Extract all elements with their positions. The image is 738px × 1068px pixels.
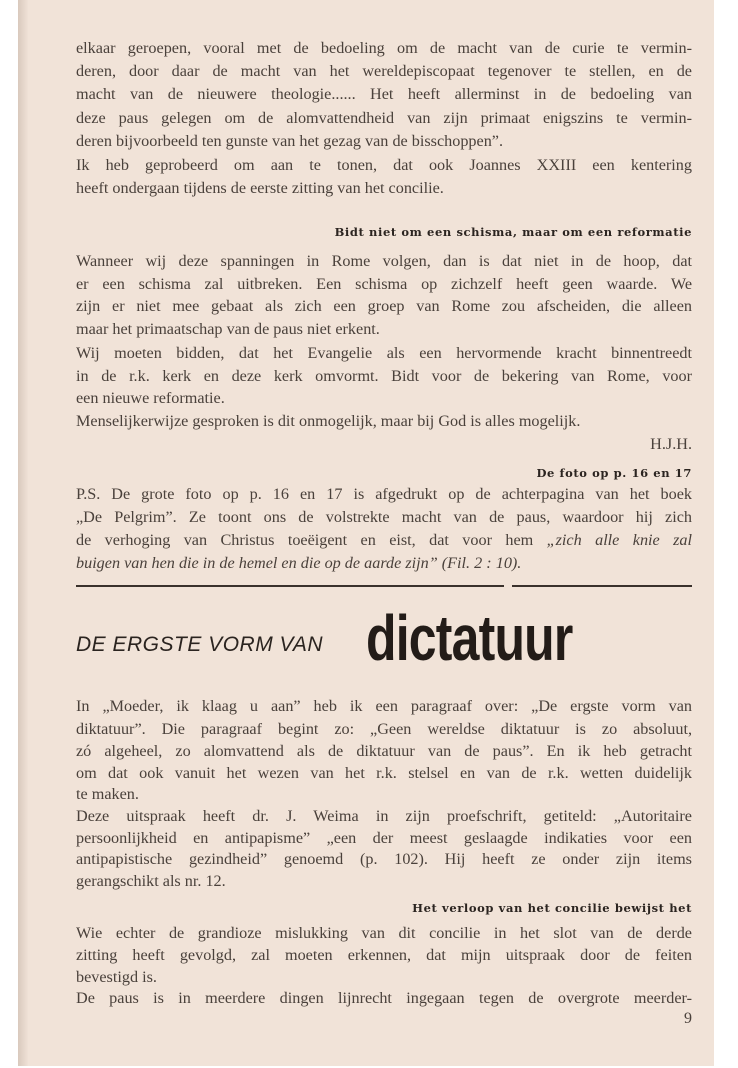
text-line: deren bijvoorbeeld ten gunste van het gezag van de bisschoppen”. bbox=[76, 132, 504, 150]
title-prefix: DE ERGSTE VORM VAN bbox=[76, 633, 324, 656]
text-line: Deze uitspraak heeft dr. J. Weima in zijn proefschrift, getiteld: „Autoritaire bbox=[76, 807, 692, 825]
text-line bbox=[76, 529, 692, 552]
text-line: zijn er niet mee gebaat als zich een groep van Rome zou afscheiden, die alleen bbox=[76, 297, 692, 315]
text-line: P.S. De grote foto op p. 16 en 17 is afgedrukt op de achterpagina van het boek bbox=[76, 485, 692, 503]
text-line: persoonlijkheid en antipapisme” „een der meest geslaagde indikaties voor een bbox=[76, 829, 692, 847]
subheading: De foto op p. 16 en 17 bbox=[536, 466, 692, 480]
text-line: zó algeheel, zo alomvattend als de diktatuur van de paus”. En ik heb getracht bbox=[76, 742, 692, 760]
text-line: antipapistische gezindheid” genoemd (p. 102). Hij heeft ze onder zijn items bbox=[76, 850, 692, 868]
quote-text: „zich alle knie zal bbox=[546, 531, 692, 549]
text-line: elkaar geroepen, vooral met de bedoeling om de macht van de curie te vermin- bbox=[76, 39, 692, 57]
text-line: „De Pelgrim”. Ze toont ons de volstrekte macht van de paus, waardoor hij zich bbox=[76, 508, 692, 526]
divider-rule bbox=[512, 585, 692, 587]
title-main: dictatuur bbox=[366, 602, 573, 674]
text-line: Menselijkerwijze gesproken is dit onmogelijk, maar bij God is alles mogelijk. bbox=[76, 412, 581, 430]
signature: H.J.H. bbox=[650, 435, 692, 453]
text-line bbox=[76, 552, 692, 575]
text-line: De paus is in meerdere dingen lijnrecht ingegaan tegen de overgrote meerder- bbox=[76, 989, 692, 1007]
text-line: macht van de nieuwere theologie...... Het heeft allerminst in de bedoeling van bbox=[76, 85, 692, 103]
subheading: Het verloop van het concilie bewijst het bbox=[412, 901, 692, 915]
text-line: zitting heeft gevolgd, zal moeten erkennen, dat mijn uitspraak door de feiten bbox=[76, 946, 692, 964]
text-line: In „Moeder, ik klaag u aan” heb ik een paragraaf over: „De ergste vorm van bbox=[76, 697, 692, 715]
text-line: diktatuur”. Die paragraaf begint zo: „Geen wereldse diktatuur is zo absoluut, bbox=[76, 720, 692, 738]
text-line: heeft ondergaan tijdens de eerste zitting van het concilie. bbox=[76, 179, 444, 197]
text-line: een nieuwe reformatie. bbox=[76, 389, 225, 407]
text-span: de verhoging van Christus toeëigent en eist, dat voor hem bbox=[76, 531, 547, 549]
text-line: in de r.k. kerk en deze kerk omvormt. Bidt voor de bekering van Rome, voor bbox=[76, 367, 692, 385]
text-line: Wie echter de grandioze mislukking van dit concilie in het slot van de derde bbox=[76, 924, 692, 942]
text-line: er een schisma zal uitbreken. Een schisma op zichzelf heeft geen waarde. We bbox=[76, 275, 692, 293]
page-number: 9 bbox=[684, 1010, 692, 1027]
text-line: Wanneer wij deze spanningen in Rome volgen, dan is dat niet in de hoop, dat bbox=[76, 252, 692, 270]
text-line: gerangschikt als nr. 12. bbox=[76, 872, 226, 890]
text-line: Wij moeten bidden, dat het Evangelie als een hervormende kracht binnentreedt bbox=[76, 344, 692, 362]
subheading: Bidt niet om een schisma, maar om een reformatie bbox=[334, 225, 692, 239]
text-line: deren, door daar de macht van het wereldepiscopaat tegenover te stellen, en de bbox=[76, 62, 692, 80]
text-line: om dat ook vanuit het wezen van het r.k. stelsel en van de r.k. wetten duidelijk bbox=[76, 764, 692, 782]
text-line: Ik heb geprobeerd om aan te tonen, dat ook Joannes XXIII een kentering bbox=[76, 156, 692, 174]
page-gutter-shadow bbox=[18, 0, 28, 1066]
text-line: bevestigd is. bbox=[76, 968, 157, 986]
text-line: te maken. bbox=[76, 785, 139, 803]
quote-text: buigen van hen die in de hemel en die op de aarde zijn” (Fil. 2 : 10). bbox=[76, 554, 522, 572]
divider-rule bbox=[76, 585, 504, 587]
text-line: maar het primaatschap van de paus niet erkent. bbox=[76, 320, 380, 338]
text-line: deze paus gelegen om de alomvattendheid van zijn primaat enigszins te vermin- bbox=[76, 109, 692, 127]
